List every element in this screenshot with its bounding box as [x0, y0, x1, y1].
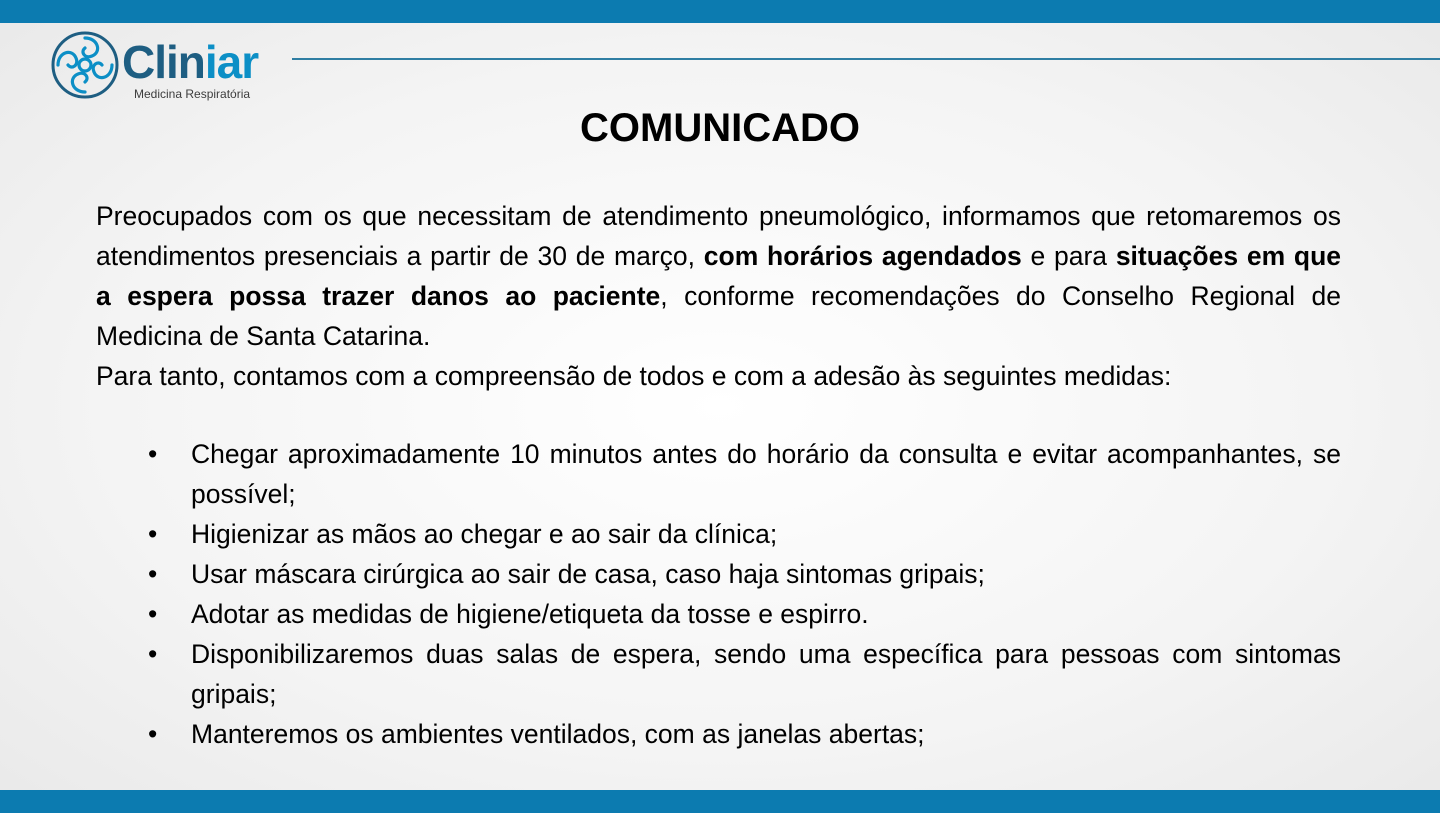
announcement-body — [96, 196, 1341, 754]
list-item: • Chegar aproximadamente 10 minutos antes do horário da consulta e evitar acompanhantes, se possível; — [96, 434, 1341, 514]
bullet-icon: • — [148, 639, 158, 669]
list-item: • Usar máscara cirúrgica ao sair de casa, caso haja sintomas gripais; — [96, 554, 1341, 594]
header-rule — [292, 58, 1440, 60]
bullet-icon: • — [148, 519, 158, 549]
cliniar-logo — [50, 30, 290, 102]
bullet-icon: • — [148, 439, 158, 469]
measures-list — [96, 434, 1341, 754]
logo-wordmark: Cliniar — [122, 36, 259, 88]
list-item: • Manteremos os ambientes ventilados, com as janelas abertas; — [96, 714, 1341, 754]
logo-tagline: Medicina Respiratória — [134, 87, 251, 101]
list-item: • Disponibilizaremos duas salas de espera, sendo uma específica para pessoas com sintomas gripais; — [96, 634, 1341, 714]
bullet-icon: • — [148, 559, 158, 589]
intro-paragraph: Preocupados com os que necessitam de atendimento pneumológico, informamos que retomaremos os atendimentos presenciais a partir de 30 de março, com horários agendados e para situações em que a espera possa trazer danos ao paciente, conforme recomendações do Conselho Regional de Medicina de Santa Catarina. — [96, 201, 1342, 351]
bullet-icon: • — [148, 599, 158, 629]
top-band — [0, 0, 1440, 23]
page-title: COMUNICADO — [580, 106, 860, 150]
measures-intro: Para tanto, contamos com a compreensão de todos e com a adesão às seguintes medidas: — [96, 361, 1172, 391]
list-item: • Adotar as medidas de higiene/etiqueta da tosse e espirro. — [96, 594, 1341, 634]
bottom-band — [0, 790, 1440, 813]
bullet-icon: • — [148, 719, 158, 749]
list-item: • Higienizar as mãos ao chegar e ao sair da clínica; — [96, 514, 1341, 554]
swirl-logo-icon — [50, 30, 120, 100]
